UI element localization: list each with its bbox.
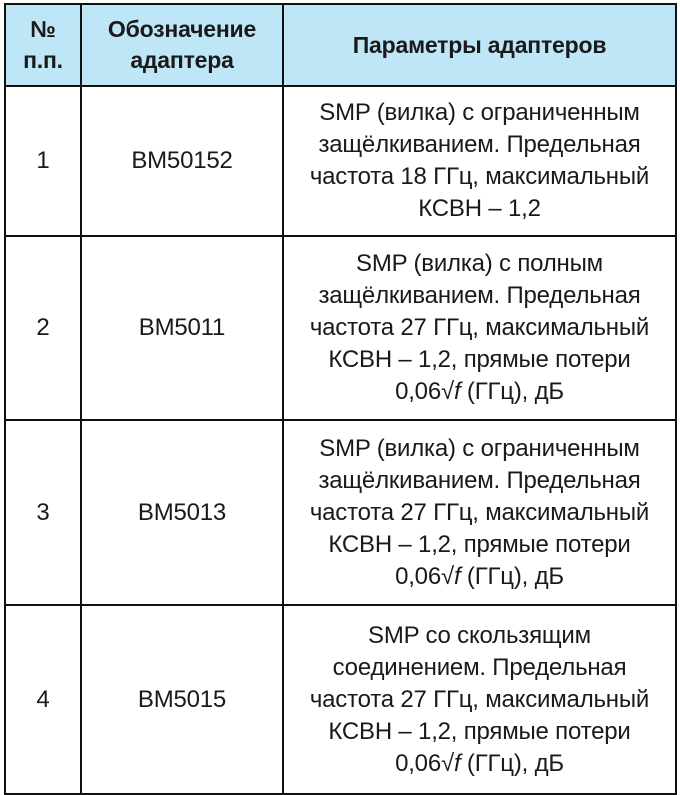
params-line: защёлкиванием. Предельная [318,466,641,494]
row-adapter-params [283,236,676,420]
params-line: частота 27 ГГц, максимальный [309,314,650,341]
loss-coef: 0,06 [395,378,441,405]
row-adapter-name: BM5013 [81,420,283,605]
row-adapter-params [283,420,676,605]
table-row [5,86,676,236]
params-line: частота 27 ГГц, максимальный [309,498,650,526]
params-line: SMP со скользящим [368,621,591,649]
header-adapter-name [81,4,283,86]
row-number: 1 [5,86,81,236]
table-row [5,236,676,420]
sqrt-symbol: √ [440,562,454,590]
loss-unit: (ГГц), дБ [460,562,564,590]
row-number: 4 [5,605,81,794]
adapters-table [4,3,677,795]
row-adapter-name: BM5011 [81,236,283,420]
params-line: защёлкиванием. Предельная [318,282,641,309]
header-number [5,4,81,86]
sqrt-symbol: √ [440,378,454,405]
loss-formula [395,750,564,777]
table-header-row [5,4,676,86]
params-line: КСВН – 1,2, прямые потери [328,717,631,745]
frequency-variable: f [453,378,461,405]
params-line: КСВН – 1,2 [418,195,541,222]
row-adapter-params [283,86,676,236]
loss-unit: (ГГц), дБ [460,749,564,777]
params-line: частота 18 ГГц, максимальный [309,163,650,190]
params-line: частота 27 ГГц, максимальный [309,685,650,713]
loss-unit: (ГГц), дБ [460,378,564,405]
params-line: КСВН – 1,2, прямые потери [328,346,631,373]
sqrt-symbol: √ [440,749,454,777]
adapters-table-container [4,3,675,789]
params-line: SMP (вилка) с ограниченным [319,99,640,126]
loss-coef: 0,06 [395,562,441,590]
loss-formula [395,563,564,590]
params-line: соединением. Предельная [332,653,627,681]
header-adapter-name-line-2: адаптера [130,47,234,73]
row-number: 2 [5,236,81,420]
header-adapter-params: Параметры адаптеров [283,4,676,86]
params-line: КСВН – 1,2, прямые потери [328,530,631,558]
header-number-line-2: п.п. [23,47,63,73]
row-adapter-name: BM50152 [81,86,283,236]
row-adapter-name: BM5015 [81,605,283,794]
params-line: SMP (вилка) с полным [356,250,603,277]
header-adapter-name-line-1: Обозначение [107,16,257,42]
loss-formula [395,378,564,405]
frequency-variable: f [453,562,461,590]
row-adapter-params [283,605,676,794]
loss-coef: 0,06 [395,749,441,777]
frequency-variable: f [453,749,461,777]
row-number: 3 [5,420,81,605]
table-row [5,420,676,605]
params-line: защёлкиванием. Предельная [318,131,641,158]
params-line: SMP (вилка) с ограниченным [319,434,640,462]
header-number-line-1: № [30,16,56,42]
table-row [5,605,676,794]
